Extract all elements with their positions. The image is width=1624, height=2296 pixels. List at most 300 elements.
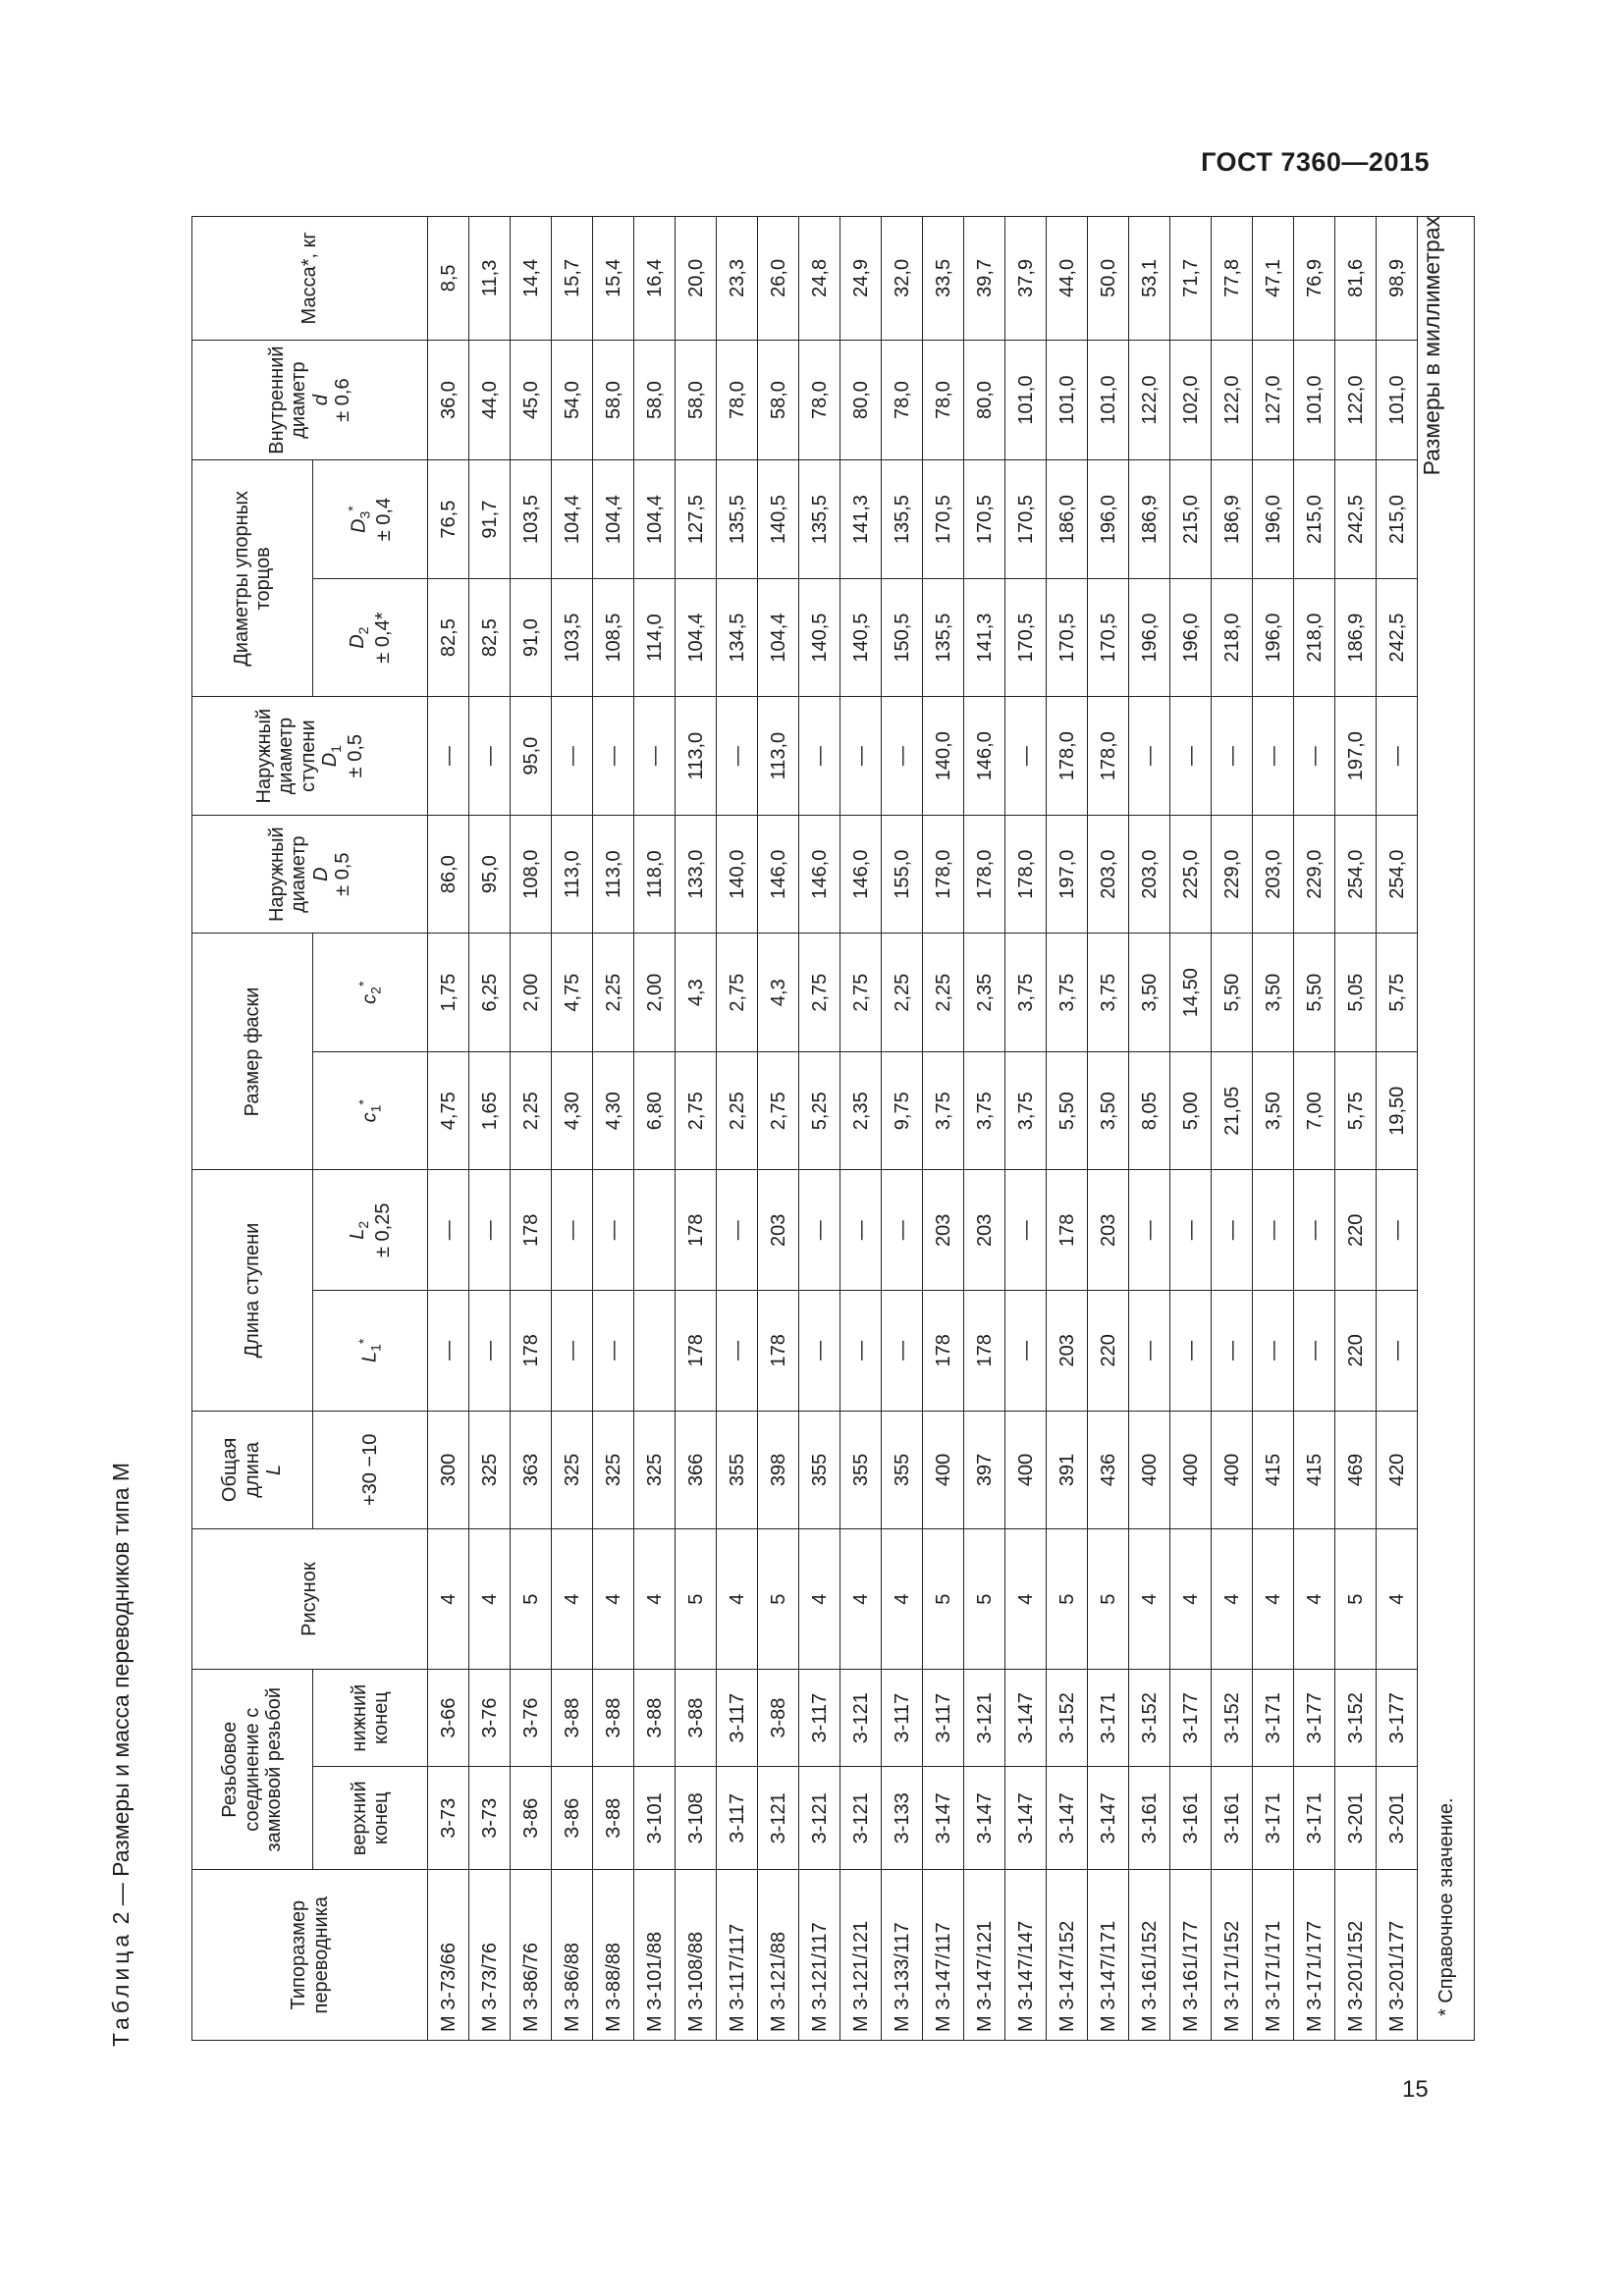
table-cell: 4 bbox=[1212, 1529, 1253, 1670]
header-l1-sup: * bbox=[354, 1338, 371, 1345]
table-cell: 122,0 bbox=[1335, 340, 1377, 460]
table-cell: 24,9 bbox=[840, 217, 882, 341]
table-cell: 186,9 bbox=[1129, 460, 1170, 579]
header-thread: Резьбовое соединение с замковой резьбой bbox=[192, 1670, 313, 1870]
table-cell: 3,75 bbox=[964, 1051, 1005, 1170]
table-cell: 225,0 bbox=[1170, 815, 1212, 934]
table-cell: 203 bbox=[758, 1170, 799, 1291]
header-c2 bbox=[313, 934, 428, 1052]
table-cell: З-117 bbox=[717, 1767, 758, 1870]
table-cell: 8,5 bbox=[428, 217, 469, 341]
table-cell: 95,0 bbox=[469, 815, 511, 934]
table-cell: — bbox=[882, 1170, 923, 1291]
table-cell: 196,0 bbox=[1088, 460, 1129, 579]
table-cell: 101,0 bbox=[1294, 340, 1335, 460]
table-cell: 420 bbox=[1377, 1411, 1418, 1529]
header-d1-symbol: D bbox=[319, 752, 342, 768]
table-cell: 3,75 bbox=[1005, 1051, 1047, 1170]
header-c2-sub: 2 bbox=[367, 987, 384, 994]
table-cell: 101,0 bbox=[1377, 340, 1418, 460]
table-cell: 178,0 bbox=[1005, 815, 1047, 934]
table-cell: — bbox=[1377, 1170, 1418, 1291]
table-cell: 178,0 bbox=[964, 815, 1005, 934]
table-cell: З-152 bbox=[1129, 1670, 1170, 1767]
header-d1-sub: 1 bbox=[328, 745, 345, 753]
table-cell: М З-201/152 bbox=[1335, 1870, 1377, 2041]
table-cell: З-171 bbox=[1088, 1670, 1129, 1767]
table-cell: — bbox=[1170, 1170, 1212, 1291]
table-cell: 91,0 bbox=[511, 578, 552, 697]
table-cell: 254,0 bbox=[1335, 815, 1377, 934]
table-cell: 178 bbox=[511, 1291, 552, 1412]
table-cell: 469 bbox=[1335, 1411, 1377, 1529]
table-cell: 5,50 bbox=[1047, 1051, 1088, 1170]
table-cell: — bbox=[799, 697, 840, 816]
table-cell: — bbox=[593, 1170, 634, 1291]
table-row bbox=[882, 217, 923, 2041]
table-cell: З-108 bbox=[676, 1767, 717, 1870]
table-cell: 102,0 bbox=[1170, 340, 1212, 460]
table-cell: 11,3 bbox=[469, 217, 511, 341]
header-outer-diam bbox=[192, 815, 428, 934]
table-cell: — bbox=[717, 1291, 758, 1412]
table-cell: 196,0 bbox=[1253, 460, 1294, 579]
table-cell: З-117 bbox=[923, 1670, 964, 1767]
table-cell: З-76 bbox=[469, 1670, 511, 1767]
table-cell: 44,0 bbox=[469, 340, 511, 460]
table-cell: З-147 bbox=[923, 1767, 964, 1870]
table-cell: 146,0 bbox=[840, 815, 882, 934]
table-cell: 254,0 bbox=[1377, 815, 1418, 934]
table-cell: — bbox=[1212, 697, 1253, 816]
table-cell: 242,5 bbox=[1377, 578, 1418, 697]
table-cell: М З-147/152 bbox=[1047, 1870, 1088, 2041]
table-row bbox=[799, 217, 840, 2041]
table-cell: 178 bbox=[1047, 1170, 1088, 1291]
table-cell: З-152 bbox=[1335, 1670, 1377, 1767]
table-cell: 133,0 bbox=[676, 815, 717, 934]
table-cell: М З-108/88 bbox=[676, 1870, 717, 2041]
table-cell: 4 bbox=[882, 1529, 923, 1670]
table-cell: З-101 bbox=[634, 1767, 676, 1870]
table-cell: 196,0 bbox=[1253, 578, 1294, 697]
table-row bbox=[923, 217, 964, 2041]
table-cell: 5 bbox=[511, 1529, 552, 1670]
table-cell: 21,05 bbox=[1212, 1051, 1253, 1170]
table-cell: 4 bbox=[799, 1529, 840, 1670]
table-cell: 113,0 bbox=[593, 815, 634, 934]
table-cell: 325 bbox=[552, 1411, 593, 1529]
table-cell: 3,50 bbox=[1088, 1051, 1129, 1170]
table-cell: — bbox=[593, 1291, 634, 1412]
table-cell: 4 bbox=[1294, 1529, 1335, 1670]
table-cell: З-177 bbox=[1294, 1670, 1335, 1767]
table-cell: 186,9 bbox=[1335, 578, 1377, 697]
table-cell: 135,5 bbox=[717, 460, 758, 579]
header-step-diam bbox=[192, 697, 428, 816]
table-cell: 71,7 bbox=[1170, 217, 1212, 341]
table-cell: 77,8 bbox=[1212, 217, 1253, 341]
table-cell: 101,0 bbox=[1088, 340, 1129, 460]
table-cell: З-88 bbox=[634, 1670, 676, 1767]
table-cell: 14,4 bbox=[511, 217, 552, 341]
table-row bbox=[1047, 217, 1088, 2041]
table-cell: З-147 bbox=[1047, 1767, 1088, 1870]
table-cell: 4,75 bbox=[552, 934, 593, 1052]
table-cell: З-121 bbox=[799, 1767, 840, 1870]
table-cell: З-121 bbox=[840, 1767, 882, 1870]
table-cell: З-161 bbox=[1129, 1767, 1170, 1870]
table-cell: 325 bbox=[634, 1411, 676, 1529]
table-cell: 4 bbox=[593, 1529, 634, 1670]
table-cell: 178 bbox=[964, 1291, 1005, 1412]
table-cell: 45,0 bbox=[511, 340, 552, 460]
header-outer-diam-symbol: D bbox=[309, 867, 332, 881]
table-cell: 76,5 bbox=[428, 460, 469, 579]
table-row bbox=[964, 217, 1005, 2041]
header-step-diam-text: Наружный диаметр ступени bbox=[252, 708, 319, 804]
table-cell: 127,0 bbox=[1253, 340, 1294, 460]
table-cell: 178 bbox=[758, 1291, 799, 1412]
table-cell bbox=[634, 1170, 676, 1291]
table-cell: М З-171/177 bbox=[1294, 1870, 1335, 2041]
table-cell: М З-117/117 bbox=[717, 1870, 758, 2041]
table-cell: М З-161/152 bbox=[1129, 1870, 1170, 2041]
header-thread-top: верхний конец bbox=[313, 1767, 428, 1870]
header-c1-sup: * bbox=[354, 1099, 371, 1105]
table-cell: 4 bbox=[428, 1529, 469, 1670]
header-inner-diam-symbol: d bbox=[309, 395, 332, 406]
table-cell: З-88 bbox=[676, 1670, 717, 1767]
table-row bbox=[1005, 217, 1047, 2041]
table-cell: З-121 bbox=[758, 1767, 799, 1870]
table-cell: 78,0 bbox=[717, 340, 758, 460]
header-d2-sub: 2 bbox=[354, 626, 371, 635]
table-row bbox=[840, 217, 882, 2041]
table-cell: — bbox=[1294, 697, 1335, 816]
table-cell: 101,0 bbox=[1005, 340, 1047, 460]
table-cell: 4,75 bbox=[428, 1051, 469, 1170]
header-c1-sub: 1 bbox=[367, 1104, 384, 1113]
table-cell: М З-121/121 bbox=[840, 1870, 882, 2041]
table-cell: З-147 bbox=[964, 1767, 1005, 1870]
header-d1-tol: ± 0,5 bbox=[344, 733, 366, 778]
table-cell: 104,4 bbox=[676, 578, 717, 697]
table-cell: 5,00 bbox=[1170, 1051, 1212, 1170]
table-cell: 78,0 bbox=[923, 340, 964, 460]
table-cell: 170,5 bbox=[964, 460, 1005, 579]
table-cell: 4 bbox=[634, 1529, 676, 1670]
table-cell: 3,75 bbox=[1088, 934, 1129, 1052]
table-cell: 3,50 bbox=[1253, 934, 1294, 1052]
table-row bbox=[676, 217, 717, 2041]
table-cell: 2,75 bbox=[717, 934, 758, 1052]
table-cell: 4,30 bbox=[552, 1051, 593, 1170]
table-cell: З-86 bbox=[552, 1767, 593, 1870]
table-cell: 400 bbox=[1005, 1411, 1047, 1529]
table-cell: 4 bbox=[1253, 1529, 1294, 1670]
table-cell: М З-171/152 bbox=[1212, 1870, 1253, 2041]
table-cell: 37,9 bbox=[1005, 217, 1047, 341]
table-cell: З-201 bbox=[1335, 1767, 1377, 1870]
table-cell: 178 bbox=[923, 1291, 964, 1412]
table-cell: 4 bbox=[469, 1529, 511, 1670]
table-cell: 220 bbox=[1088, 1291, 1129, 1412]
table-cell: 5,50 bbox=[1294, 934, 1335, 1052]
header-thread-bottom: нижний конец bbox=[313, 1670, 428, 1767]
table-cell: З-66 bbox=[428, 1670, 469, 1767]
table-cell: 4 bbox=[1005, 1529, 1047, 1670]
table-cell: 26,0 bbox=[758, 217, 799, 341]
table-cell: З-117 bbox=[799, 1670, 840, 1767]
header-d3-symbol: D bbox=[348, 518, 370, 533]
table-cell: 186,9 bbox=[1212, 460, 1253, 579]
table-cell: 197,0 bbox=[1047, 815, 1088, 934]
table-cell: 170,5 bbox=[1047, 578, 1088, 697]
table-cell: — bbox=[469, 1170, 511, 1291]
table-cell: 146,0 bbox=[758, 815, 799, 934]
table-cell: 325 bbox=[469, 1411, 511, 1529]
table-cell: 5 bbox=[1047, 1529, 1088, 1670]
table-cell: 170,5 bbox=[1088, 578, 1129, 697]
table-cell: М З-161/177 bbox=[1170, 1870, 1212, 2041]
header-l2-symbol: L bbox=[346, 1228, 368, 1240]
table-cell: 215,0 bbox=[1170, 460, 1212, 579]
table-cell: 5,75 bbox=[1377, 934, 1418, 1052]
table-cell: 398 bbox=[758, 1411, 799, 1529]
table-cell: 178,0 bbox=[923, 815, 964, 934]
header-mass: Масса*, кг bbox=[192, 217, 428, 341]
table-cell: — bbox=[552, 697, 593, 816]
header-type: Типоразмер переводника bbox=[192, 1870, 428, 2041]
table-cell: М З-147/117 bbox=[923, 1870, 964, 2041]
table-cell: 146,0 bbox=[964, 697, 1005, 816]
table-cell: 203,0 bbox=[1253, 815, 1294, 934]
table-cell: — bbox=[882, 1291, 923, 1412]
table-cell: 78,0 bbox=[882, 340, 923, 460]
table-cell: 135,5 bbox=[882, 460, 923, 579]
table-cell: 80,0 bbox=[964, 340, 1005, 460]
table-cell: 3,75 bbox=[1047, 934, 1088, 1052]
table-cell: — bbox=[469, 697, 511, 816]
table-cell: 19,50 bbox=[1377, 1051, 1418, 1170]
table-cell: 355 bbox=[717, 1411, 758, 1529]
table-cell: 4 bbox=[1170, 1529, 1212, 1670]
table-cell: 4,3 bbox=[676, 934, 717, 1052]
table-cell: 2,75 bbox=[676, 1051, 717, 1170]
table-cell: З-86 bbox=[511, 1767, 552, 1870]
table-cell: 146,0 bbox=[799, 815, 840, 934]
table-cell: 178 bbox=[676, 1170, 717, 1291]
table-cell: 3,75 bbox=[923, 1051, 964, 1170]
table-cell: 178,0 bbox=[1047, 697, 1088, 816]
table-cell: 32,0 bbox=[882, 217, 923, 341]
table-cell: 2,25 bbox=[593, 934, 634, 1052]
table-title bbox=[108, 1463, 135, 2047]
table-cell: 5 bbox=[964, 1529, 1005, 1670]
table-row bbox=[469, 217, 511, 2041]
table-title-text: — Размеры и масса переводников типа М bbox=[108, 1462, 134, 1906]
header-l2-tol: ± 0,25 bbox=[371, 1202, 394, 1257]
table-cell: 91,7 bbox=[469, 460, 511, 579]
table-cell: 203,0 bbox=[1088, 815, 1129, 934]
table-cell: 355 bbox=[799, 1411, 840, 1529]
header-chamfer: Размер фаски bbox=[192, 934, 313, 1170]
table-cell: 50,0 bbox=[1088, 217, 1129, 341]
table-cell: 2,25 bbox=[923, 934, 964, 1052]
table-row bbox=[1088, 217, 1129, 2041]
table-cell: 76,9 bbox=[1294, 217, 1335, 341]
header-c2-sup: * bbox=[354, 981, 371, 988]
table-cell: 196,0 bbox=[1129, 578, 1170, 697]
table-cell: 15,7 bbox=[552, 217, 593, 341]
table-cell: 5 bbox=[923, 1529, 964, 1670]
table-cell: — bbox=[1170, 1291, 1212, 1412]
table-row bbox=[634, 217, 676, 2041]
header-outer-diam-tol: ± 0,5 bbox=[331, 852, 353, 896]
table-cell: 113,0 bbox=[552, 815, 593, 934]
header-length-tol: +30 −10 bbox=[313, 1411, 428, 1529]
table-cell: — bbox=[1294, 1170, 1335, 1291]
table-cell: 203 bbox=[964, 1170, 1005, 1291]
table-cell: 24,8 bbox=[799, 217, 840, 341]
table-cell: З-152 bbox=[1047, 1670, 1088, 1767]
header-d3-sub: 3 bbox=[356, 510, 373, 519]
table-cell: 155,0 bbox=[882, 815, 923, 934]
table-row bbox=[1294, 217, 1335, 2041]
table-row bbox=[1253, 217, 1294, 2041]
table-row bbox=[1335, 217, 1377, 2041]
table-cell: 391 bbox=[1047, 1411, 1088, 1529]
table-cell: — bbox=[840, 1291, 882, 1412]
units-note: Размеры в миллиметрах bbox=[1419, 216, 1444, 476]
table-cell: З-133 bbox=[882, 1767, 923, 1870]
table-cell: 58,0 bbox=[676, 340, 717, 460]
table-cell: 122,0 bbox=[1129, 340, 1170, 460]
table-cell: — bbox=[1129, 1170, 1170, 1291]
table-cell: 397 bbox=[964, 1411, 1005, 1529]
table-cell: 4 bbox=[552, 1529, 593, 1670]
table-cell: 33,5 bbox=[923, 217, 964, 341]
table-cell: 9,75 bbox=[882, 1051, 923, 1170]
table-cell: 2,00 bbox=[511, 934, 552, 1052]
table-cell: 113,0 bbox=[676, 697, 717, 816]
table-cell: 196,0 bbox=[1170, 578, 1212, 697]
table-cell: 2,00 bbox=[634, 934, 676, 1052]
table-cell: М З-86/88 bbox=[552, 1870, 593, 2041]
header-l1-symbol: L bbox=[358, 1351, 381, 1363]
table-cell: З-88 bbox=[552, 1670, 593, 1767]
header-l2-sub: 2 bbox=[354, 1220, 371, 1229]
header-length-text: Общая длина bbox=[219, 1437, 263, 1503]
table-cell: З-177 bbox=[1170, 1670, 1212, 1767]
rotated-table-block bbox=[108, 216, 1532, 2061]
table-row bbox=[593, 217, 634, 2041]
header-d3-tol: ± 0,4 bbox=[372, 497, 395, 542]
table-cell: 203 bbox=[923, 1170, 964, 1291]
table-cell: 103,5 bbox=[552, 578, 593, 697]
table-cell: 2,75 bbox=[758, 1051, 799, 1170]
table-cell: 15,4 bbox=[593, 217, 634, 341]
table-cell: 5,25 bbox=[799, 1051, 840, 1170]
table-cell: — bbox=[1212, 1291, 1253, 1412]
table-cell: З-73 bbox=[428, 1767, 469, 1870]
table-cell: 229,0 bbox=[1212, 815, 1253, 934]
table-cell: 58,0 bbox=[634, 340, 676, 460]
table-cell: — bbox=[1253, 1291, 1294, 1412]
header-l2 bbox=[313, 1170, 428, 1291]
table-cell: 229,0 bbox=[1294, 815, 1335, 934]
table-cell: — bbox=[1253, 697, 1294, 816]
table-cell: 104,4 bbox=[552, 460, 593, 579]
table-cell: — bbox=[1294, 1291, 1335, 1412]
table-cell: 218,0 bbox=[1294, 578, 1335, 697]
table-cell: 2,75 bbox=[840, 934, 882, 1052]
table-cell: 186,0 bbox=[1047, 460, 1088, 579]
table-cell: — bbox=[1005, 1291, 1047, 1412]
table-cell: 400 bbox=[1212, 1411, 1253, 1529]
table-cell: 95,0 bbox=[511, 697, 552, 816]
table-cell: 400 bbox=[1129, 1411, 1170, 1529]
table-cell: З-121 bbox=[840, 1670, 882, 1767]
table-cell: 104,4 bbox=[634, 460, 676, 579]
table-cell: З-177 bbox=[1377, 1670, 1418, 1767]
table-cell: 39,7 bbox=[964, 217, 1005, 341]
table-cell: 436 bbox=[1088, 1411, 1129, 1529]
table-cell: 104,4 bbox=[593, 460, 634, 579]
table-cell: — bbox=[799, 1291, 840, 1412]
table-row bbox=[552, 217, 593, 2041]
header-d2-tol: ± 0,4* bbox=[371, 612, 394, 664]
header-l1 bbox=[313, 1291, 428, 1412]
table-cell: 23,3 bbox=[717, 217, 758, 341]
table-cell: З-88 bbox=[593, 1767, 634, 1870]
table-cell: — bbox=[1377, 697, 1418, 816]
header-length-symbol: L bbox=[263, 1464, 286, 1475]
table-cell: 140,5 bbox=[758, 460, 799, 579]
table-row bbox=[511, 217, 552, 2041]
table-cell: 54,0 bbox=[552, 340, 593, 460]
table-cell: 366 bbox=[676, 1411, 717, 1529]
table-cell: 103,5 bbox=[511, 460, 552, 579]
table-cell: 113,0 bbox=[758, 697, 799, 816]
table-cell: 355 bbox=[882, 1411, 923, 1529]
table-cell: — bbox=[469, 1291, 511, 1412]
table-cell: З-88 bbox=[593, 1670, 634, 1767]
table-row bbox=[1129, 217, 1170, 2041]
table-cell: 140,0 bbox=[717, 815, 758, 934]
table-cell: — bbox=[882, 697, 923, 816]
table-cell: 5 bbox=[676, 1529, 717, 1670]
dimensions-table bbox=[191, 216, 1475, 2041]
header-inner-diam bbox=[192, 340, 428, 460]
table-cell: 220 bbox=[1335, 1291, 1377, 1412]
table-cell: 1,65 bbox=[469, 1051, 511, 1170]
table-cell: З-171 bbox=[1294, 1767, 1335, 1870]
header-d2-symbol: D bbox=[346, 634, 368, 649]
standard-header: ГОСТ 7360—2015 bbox=[1201, 147, 1430, 177]
table-cell: 114,0 bbox=[634, 578, 676, 697]
table-cell: 2,25 bbox=[882, 934, 923, 1052]
table-cell: — bbox=[428, 1170, 469, 1291]
table-cell: 86,0 bbox=[428, 815, 469, 934]
table-cell: З-147 bbox=[1088, 1767, 1129, 1870]
table-cell: 118,0 bbox=[634, 815, 676, 934]
table-cell: 78,0 bbox=[799, 340, 840, 460]
table-cell: 300 bbox=[428, 1411, 469, 1529]
table-cell: 4 bbox=[1129, 1529, 1170, 1670]
table-cell: М З-101/88 bbox=[634, 1870, 676, 2041]
